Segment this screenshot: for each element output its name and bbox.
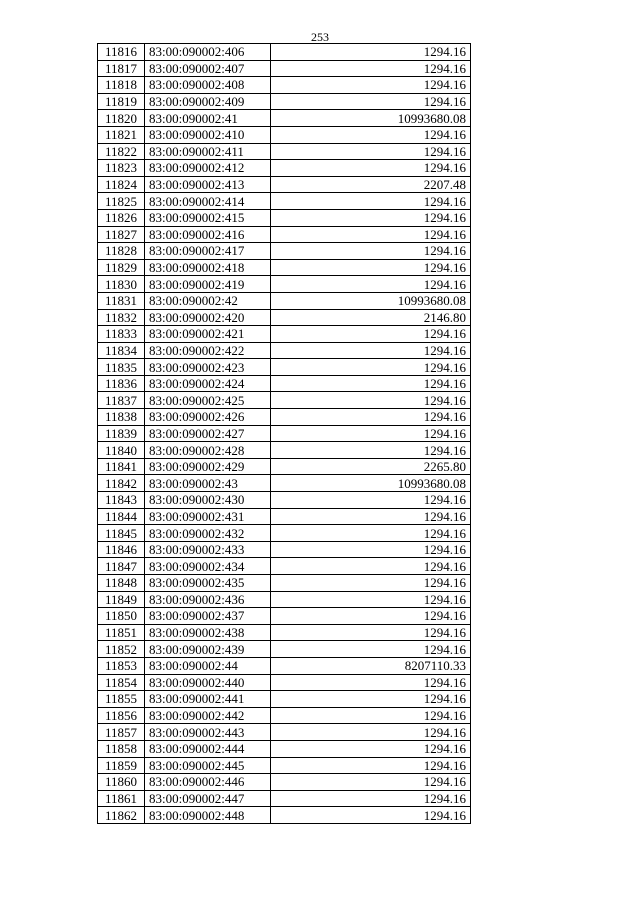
row-number-cell: 11829	[98, 259, 145, 276]
value-amount-cell: 1294.16	[271, 392, 471, 409]
value-amount-cell: 1294.16	[271, 425, 471, 442]
cadastral-number-cell: 83:00:090002:407	[145, 60, 271, 77]
row-number-cell: 11848	[98, 575, 145, 592]
cadastral-number-cell: 83:00:090002:445	[145, 757, 271, 774]
cadastral-number-cell: 83:00:090002:415	[145, 209, 271, 226]
table-row	[98, 641, 471, 658]
row-number-cell: 11834	[98, 342, 145, 359]
table-row	[98, 740, 471, 757]
row-number-cell: 11855	[98, 691, 145, 708]
cadastral-number-cell: 83:00:090002:411	[145, 143, 271, 160]
table-row	[98, 176, 471, 193]
row-number-cell: 11828	[98, 243, 145, 260]
value-amount-cell: 1294.16	[271, 60, 471, 77]
cadastral-number-cell: 83:00:090002:414	[145, 193, 271, 210]
table-row	[98, 226, 471, 243]
table-row	[98, 77, 471, 94]
row-number-cell: 11835	[98, 359, 145, 376]
row-number-cell: 11818	[98, 77, 145, 94]
row-number-cell: 11825	[98, 193, 145, 210]
cadastral-number-cell: 83:00:090002:43	[145, 475, 271, 492]
cadastral-number-cell: 83:00:090002:427	[145, 425, 271, 442]
cadastral-number-cell: 83:00:090002:416	[145, 226, 271, 243]
table-row	[98, 458, 471, 475]
cadastral-number-cell: 83:00:090002:444	[145, 740, 271, 757]
table-row	[98, 292, 471, 309]
table-row	[98, 541, 471, 558]
table-row	[98, 807, 471, 824]
value-amount-cell: 10993680.08	[271, 475, 471, 492]
cadastral-number-cell: 83:00:090002:434	[145, 558, 271, 575]
value-amount-cell: 1294.16	[271, 508, 471, 525]
row-number-cell: 11860	[98, 774, 145, 791]
table-row	[98, 60, 471, 77]
cadastral-number-cell: 83:00:090002:406	[145, 44, 271, 61]
row-number-cell: 11842	[98, 475, 145, 492]
table-row	[98, 409, 471, 426]
value-amount-cell: 1294.16	[271, 126, 471, 143]
cadastral-number-cell: 83:00:090002:417	[145, 243, 271, 260]
cadastral-number-cell: 83:00:090002:426	[145, 409, 271, 426]
value-amount-cell: 1294.16	[271, 641, 471, 658]
value-amount-cell: 1294.16	[271, 160, 471, 177]
page-number: 253	[311, 30, 329, 44]
table-row	[98, 309, 471, 326]
value-amount-cell: 1294.16	[271, 608, 471, 625]
table-row	[98, 492, 471, 509]
table-row	[98, 591, 471, 608]
row-number-cell: 11858	[98, 740, 145, 757]
value-amount-cell: 1294.16	[271, 276, 471, 293]
value-amount-cell: 1294.16	[271, 575, 471, 592]
value-amount-cell: 1294.16	[271, 326, 471, 343]
value-amount-cell: 1294.16	[271, 375, 471, 392]
table-row	[98, 359, 471, 376]
row-number-cell: 11819	[98, 93, 145, 110]
value-amount-cell: 1294.16	[271, 342, 471, 359]
value-amount-cell: 2265.80	[271, 458, 471, 475]
cadastral-number-cell: 83:00:090002:430	[145, 492, 271, 509]
cadastral-number-cell: 83:00:090002:424	[145, 375, 271, 392]
row-number-cell: 11830	[98, 276, 145, 293]
row-number-cell: 11850	[98, 608, 145, 625]
value-amount-cell: 1294.16	[271, 259, 471, 276]
table-row	[98, 160, 471, 177]
cadastral-number-cell: 83:00:090002:446	[145, 774, 271, 791]
cadastral-number-cell: 83:00:090002:438	[145, 624, 271, 641]
row-number-cell: 11816	[98, 44, 145, 61]
table-row	[98, 558, 471, 575]
value-amount-cell: 1294.16	[271, 359, 471, 376]
value-amount-cell: 1294.16	[271, 724, 471, 741]
row-number-cell: 11859	[98, 757, 145, 774]
table-row	[98, 757, 471, 774]
cadastral-number-cell: 83:00:090002:433	[145, 541, 271, 558]
value-amount-cell: 1294.16	[271, 558, 471, 575]
table-row	[98, 243, 471, 260]
table-row	[98, 475, 471, 492]
table-row	[98, 691, 471, 708]
cadastral-number-cell: 83:00:090002:418	[145, 259, 271, 276]
table-row	[98, 342, 471, 359]
value-amount-cell: 8207110.33	[271, 657, 471, 674]
cadastral-number-cell: 83:00:090002:423	[145, 359, 271, 376]
table-row	[98, 93, 471, 110]
cadastral-number-cell: 83:00:090002:421	[145, 326, 271, 343]
cadastral-number-cell: 83:00:090002:442	[145, 707, 271, 724]
row-number-cell: 11820	[98, 110, 145, 127]
row-number-cell: 11849	[98, 591, 145, 608]
value-amount-cell: 10993680.08	[271, 110, 471, 127]
table-row	[98, 508, 471, 525]
value-amount-cell: 1294.16	[271, 243, 471, 260]
value-amount-cell: 1294.16	[271, 674, 471, 691]
row-number-cell: 11822	[98, 143, 145, 160]
value-amount-cell: 1294.16	[271, 44, 471, 61]
value-amount-cell: 1294.16	[271, 209, 471, 226]
cadastral-number-cell: 83:00:090002:44	[145, 657, 271, 674]
cadastral-number-cell: 83:00:090002:408	[145, 77, 271, 94]
value-amount-cell: 1294.16	[271, 525, 471, 542]
table-row	[98, 209, 471, 226]
row-number-cell: 11826	[98, 209, 145, 226]
cadastral-number-cell: 83:00:090002:428	[145, 442, 271, 459]
row-number-cell: 11838	[98, 409, 145, 426]
table-row	[98, 707, 471, 724]
row-number-cell: 11862	[98, 807, 145, 824]
row-number-cell: 11831	[98, 292, 145, 309]
row-number-cell: 11857	[98, 724, 145, 741]
table-row	[98, 774, 471, 791]
row-number-cell: 11847	[98, 558, 145, 575]
row-number-cell: 11821	[98, 126, 145, 143]
value-amount-cell: 2146.80	[271, 309, 471, 326]
value-amount-cell: 1294.16	[271, 707, 471, 724]
row-number-cell: 11851	[98, 624, 145, 641]
value-amount-cell: 2207.48	[271, 176, 471, 193]
table-row	[98, 657, 471, 674]
row-number-cell: 11840	[98, 442, 145, 459]
table-row	[98, 143, 471, 160]
records-table	[97, 43, 471, 824]
table-row	[98, 326, 471, 343]
value-amount-cell: 1294.16	[271, 492, 471, 509]
table-row	[98, 442, 471, 459]
value-amount-cell: 1294.16	[271, 193, 471, 210]
row-number-cell: 11856	[98, 707, 145, 724]
cadastral-number-cell: 83:00:090002:448	[145, 807, 271, 824]
table-row	[98, 608, 471, 625]
cadastral-number-cell: 83:00:090002:42	[145, 292, 271, 309]
table-row	[98, 790, 471, 807]
table-row	[98, 44, 471, 61]
row-number-cell: 11844	[98, 508, 145, 525]
row-number-cell: 11841	[98, 458, 145, 475]
value-amount-cell: 1294.16	[271, 409, 471, 426]
row-number-cell: 11854	[98, 674, 145, 691]
value-amount-cell: 1294.16	[271, 93, 471, 110]
row-number-cell: 11852	[98, 641, 145, 658]
records-table-body	[98, 44, 471, 824]
value-amount-cell: 1294.16	[271, 591, 471, 608]
table-row	[98, 674, 471, 691]
cadastral-number-cell: 83:00:090002:410	[145, 126, 271, 143]
row-number-cell: 11837	[98, 392, 145, 409]
table-row	[98, 724, 471, 741]
row-number-cell: 11853	[98, 657, 145, 674]
row-number-cell: 11846	[98, 541, 145, 558]
row-number-cell: 11836	[98, 375, 145, 392]
cadastral-number-cell: 83:00:090002:412	[145, 160, 271, 177]
cadastral-number-cell: 83:00:090002:435	[145, 575, 271, 592]
row-number-cell: 11833	[98, 326, 145, 343]
table-row	[98, 126, 471, 143]
cadastral-number-cell: 83:00:090002:425	[145, 392, 271, 409]
row-number-cell: 11843	[98, 492, 145, 509]
table-row	[98, 193, 471, 210]
value-amount-cell: 1294.16	[271, 740, 471, 757]
cadastral-number-cell: 83:00:090002:431	[145, 508, 271, 525]
cadastral-number-cell: 83:00:090002:432	[145, 525, 271, 542]
cadastral-number-cell: 83:00:090002:409	[145, 93, 271, 110]
table-row	[98, 375, 471, 392]
cadastral-number-cell: 83:00:090002:419	[145, 276, 271, 293]
table-row	[98, 392, 471, 409]
table-row	[98, 110, 471, 127]
cadastral-number-cell: 83:00:090002:413	[145, 176, 271, 193]
value-amount-cell: 1294.16	[271, 541, 471, 558]
row-number-cell: 11823	[98, 160, 145, 177]
row-number-cell: 11832	[98, 309, 145, 326]
cadastral-number-cell: 83:00:090002:443	[145, 724, 271, 741]
table-row	[98, 575, 471, 592]
value-amount-cell: 1294.16	[271, 807, 471, 824]
table-row	[98, 259, 471, 276]
cadastral-number-cell: 83:00:090002:429	[145, 458, 271, 475]
value-amount-cell: 10993680.08	[271, 292, 471, 309]
row-number-cell: 11861	[98, 790, 145, 807]
cadastral-number-cell: 83:00:090002:437	[145, 608, 271, 625]
table-row	[98, 276, 471, 293]
table-row	[98, 624, 471, 641]
table-row	[98, 425, 471, 442]
cadastral-number-cell: 83:00:090002:422	[145, 342, 271, 359]
value-amount-cell: 1294.16	[271, 790, 471, 807]
value-amount-cell: 1294.16	[271, 442, 471, 459]
row-number-cell: 11845	[98, 525, 145, 542]
cadastral-number-cell: 83:00:090002:447	[145, 790, 271, 807]
cadastral-number-cell: 83:00:090002:420	[145, 309, 271, 326]
value-amount-cell: 1294.16	[271, 77, 471, 94]
row-number-cell: 11817	[98, 60, 145, 77]
value-amount-cell: 1294.16	[271, 624, 471, 641]
value-amount-cell: 1294.16	[271, 226, 471, 243]
cadastral-number-cell: 83:00:090002:439	[145, 641, 271, 658]
table-row	[98, 525, 471, 542]
row-number-cell: 11827	[98, 226, 145, 243]
cadastral-number-cell: 83:00:090002:436	[145, 591, 271, 608]
cadastral-number-cell: 83:00:090002:441	[145, 691, 271, 708]
value-amount-cell: 1294.16	[271, 757, 471, 774]
value-amount-cell: 1294.16	[271, 143, 471, 160]
value-amount-cell: 1294.16	[271, 774, 471, 791]
row-number-cell: 11824	[98, 176, 145, 193]
cadastral-number-cell: 83:00:090002:41	[145, 110, 271, 127]
row-number-cell: 11839	[98, 425, 145, 442]
cadastral-number-cell: 83:00:090002:440	[145, 674, 271, 691]
value-amount-cell: 1294.16	[271, 691, 471, 708]
